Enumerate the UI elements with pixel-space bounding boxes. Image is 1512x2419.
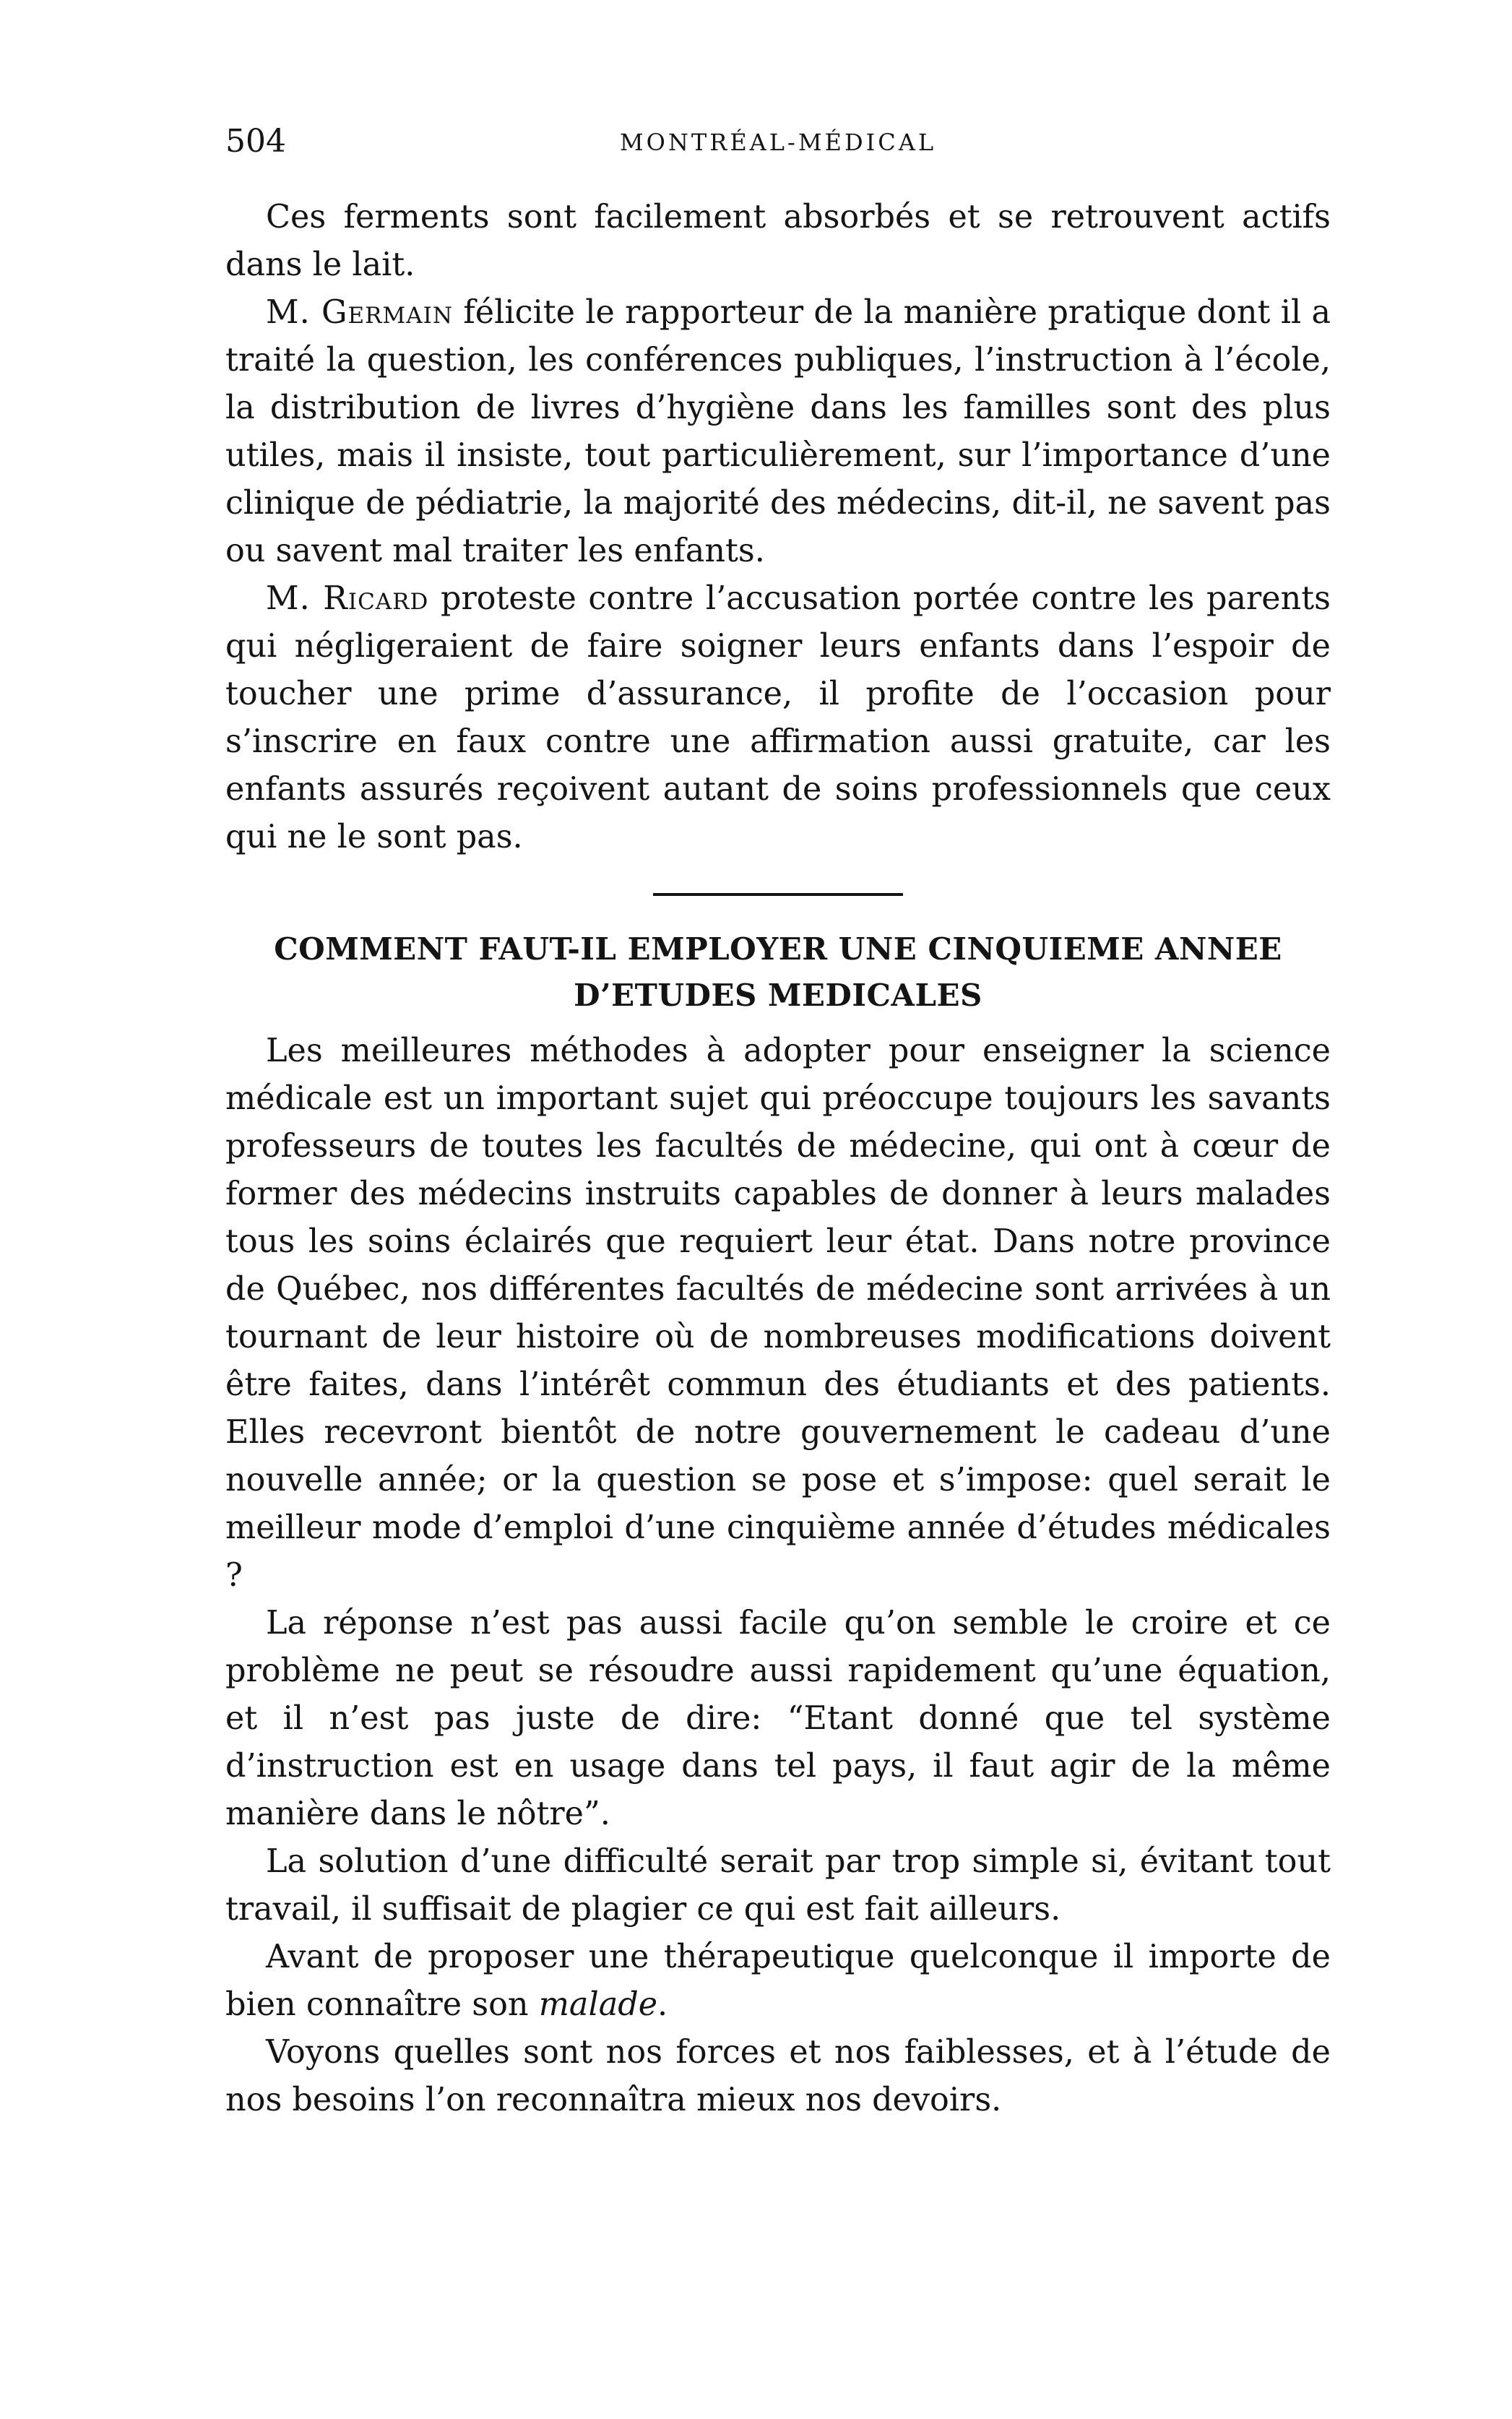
document-page — [225, 123, 1331, 2124]
speaker-name-germain: M. Germain — [266, 294, 454, 331]
paragraph-germain — [225, 289, 1331, 575]
section-title-line-2: D’ETUDES MEDICALES — [574, 978, 982, 1013]
paragraph-solution: La solution d’une difficulté serait par trop simple si, évitant tout travail, il suffisait de plagier ce qui est fait ailleurs. — [225, 1843, 1331, 1928]
paragraph-germain-text: félicite le rapporteur de la manière pratique dont il a traité la question, les conférences publiques, l’instruction à l’école, la distribution de livres d’hygiène dans les familles sont des plus utiles, mais il insiste, tout particulièrement, sur l’importance d’une clinique de pédiatrie, la majorité des médecins, dit-il, ne savent pas ou savent mal traiter les enfants. — [225, 294, 1331, 569]
section-title — [225, 926, 1331, 1019]
paragraph-therapeutique — [225, 1933, 1331, 2029]
paragraph-ricard-text: proteste contre l’accusation portée contre les parents qui négligeraient de faire soigner leurs enfants dans l’espoir de toucher une prime d’assurance, il profite de l’occasion pour s’inscrire en faux contre une affirmation aussi gratuite, car les enfants assurés reçoivent autant de soins professionnels que ceux qui ne le sont pas. — [225, 580, 1331, 855]
paragraph-forces: Voyons quelles sont nos forces et nos faiblesses, et à l’étude de nos besoins l’on reconnaîtra mieux nos devoirs. — [225, 2034, 1331, 2118]
paragraph-therapeutique-end: . — [657, 1986, 668, 2023]
paragraph-ferments: Ces ferments sont facilement absorbés et se retrouvent actifs dans le lait. — [225, 199, 1331, 283]
section-title-line-1: COMMENT FAUT-IL EMPLOYER UNE CINQUIEME ANNEE — [274, 931, 1282, 967]
paragraph-reponse: La réponse n’est pas aussi facile qu’on semble le croire et ce problème ne peut se résoudre aussi rapidement qu’une équation, et il n’est pas juste de dire: “Etant donné que tel système d’instruction est en usage dans tel pays, il faut agir de la même manière dans le nôtre”. — [225, 1605, 1331, 1832]
section-divider-rule — [653, 893, 903, 896]
running-head — [225, 123, 1331, 166]
journal-title: MONTRÉAL-MÉDICAL — [619, 129, 937, 156]
speaker-name-ricard: M. Ricard — [266, 580, 429, 617]
paragraph-therapeutique-text: Avant de proposer une thérapeutique quelconque il importe de bien connaître son — [225, 1939, 1331, 2023]
italic-word-malade: malade — [538, 1986, 658, 2023]
page-number: 504 — [225, 123, 286, 160]
paragraph-ricard — [225, 575, 1331, 861]
paragraph-methodes: Les meilleures méthodes à adopter pour enseigner la science médicale est un important sujet qui préoccupe toujours les savants professeurs de toutes les facultés de médecine, qui ont à cœur de former des médecins instruits capables de donner à leurs malades tous les soins éclairés que requiert leur état. Dans notre province de Québec, nos différentes facultés de médecine sont arrivées à un tournant de leur histoire où de nombreuses modifications doivent être faites, dans l’intérêt commun des étudiants et des patients. Elles recevront bientôt de notre gouvernement le cadeau d’une nouvelle année; or la question se pose et s’impose: quel serait le meilleur mode d’emploi d’une cinquième année d’études médicales ? — [225, 1032, 1331, 1594]
